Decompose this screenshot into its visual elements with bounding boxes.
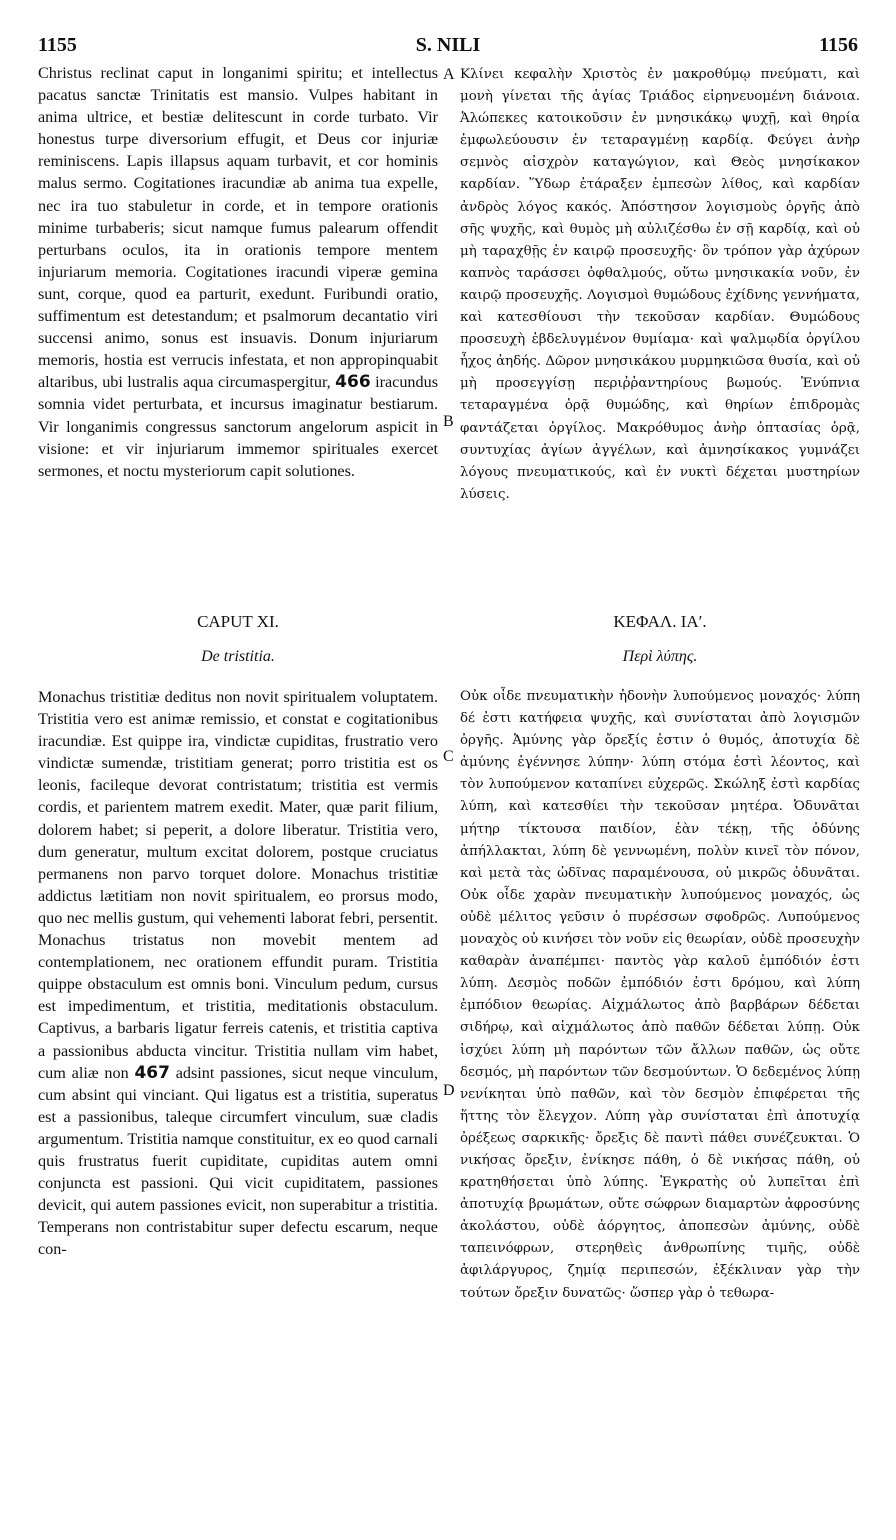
- right-page-number: 1156: [819, 34, 858, 56]
- latin-paragraph-bottom: [38, 686, 438, 1260]
- greek-chapter-title: ΚΕΦΑΛ. ΙΑʹ.: [613, 612, 707, 631]
- page-header: [38, 34, 858, 60]
- margin-letter-b: B: [443, 413, 454, 430]
- margin-letter-c: C: [443, 748, 454, 765]
- margin-letter-a: A: [443, 66, 455, 83]
- greek-chapter-subtitle: Περὶ λύπης.: [622, 648, 698, 665]
- latin-paragraph-top: [38, 62, 438, 482]
- greek-paragraph-bottom: Οὐκ οἶδε πνευματικὴν ἡδονὴν λυπούμενος μοναχός· λύπη δέ ἐστι κατήφεια ψυχῆς, καὶ συνίσταται ἀπὸ λογισμῶν ὀργῆς. Ἀμύνης γὰρ ὄρεξίς ἐστιν ὁ θυμός, ἀποτυχία δὲ ἀμύνης ἐγέννησε λύπην· λύπη στόμα ἐστὶ λέοντος, καὶ τὸν λυπούμενον καταπίνει εὐχερῶς. Σκώληξ ἐστὶ καρδίας λύπη, καὶ κατεσθίει τὴν τεκοῦσαν μητέρα. Ὀδυνᾶται μήτηρ τίκτουσα παιδίον, ἐὰν τέκῃ, τῆς ὀδύνης ἀπήλλακται, λύπη δὲ γεννωμένη, πολὺν κινεῖ τὸν πόνον, καὶ μετὰ τὰς ὠδῖνας παραμένουσα, οὐ μικρῶς ὀδυνᾶται. Οὐκ οἶδε χαρὰν πνευματικὴν λυπούμενος μοναχός, ὡς οὐδὲ μέλιτος γεῦσιν ὁ πυρέσσων σφοδρῶς. Λυπούμενος μοναχὸς οὐ κινήσει τὸν νοῦν εἰς θεωρίαν, οὐδὲ προσευχὴν καθαρὰν ἀναπέμπει· παντὸς γὰρ καλοῦ ἐμπόδιόν ἐστι λύπη. Δεσμὸς ποδῶν ἐμπόδιόν ἐστι δρόμου, καὶ λύπη ἐμπόδιον θεωρίας. Αἰχμάλωτος ἀπὸ βαρβάρων δέδεται σιδήρῳ, καὶ αἰχμάλωτος ἀπὸ παθῶν δέδεται λύπῃ. Οὐκ ἰσχύει λύπη μὴ παρόντων τῶν ἄλλων παθῶν, ὡς οὔτε δεσμός, μὴ παρόντων τῶν δεσμούντων. Ὁ δεδεμένος λύπῃ νενίκηται ὑπὸ παθῶν, καὶ τὸν δεσμὸν ἐπιφέρεται τῆς ἥττης τὸν ἔλεγχον. Λύπη γὰρ συνίσταται ἐπὶ ἀποτυχίᾳ ὀρέξεως σαρκικῆς· ὄρεξις δὲ παντὶ πάθει συνέζευκται. Ὁ νικήσας ὄρεξιν, ἐνίκησε πάθη, ὁ δὲ νικήσας πάθη, οὐ κρατηθήσεται ὑπὸ λύπης. Ἐγκρατὴς οὐ λυπεῖται ἐπὶ ἀποτυχίᾳ βρωμάτων, οὔτε σώφρων διαμαρτὼν ἀφροσύνης ἀκολάστου, οὐδὲ ἀόργητος, ἀποπεσὼν ἀμύνης, οὐδὲ ταπεινόφρων, στερηθεὶς ἀνθρωπίνης τιμῆς, οὐδὲ ἀφιλάργυρος, ζημίᾳ περιπεσών, ἐξέκλιναν γὰρ τὴν τούτων ὄρεξιν δυνατῶς· ὥσπερ γὰρ ὁ τεθωρα-: [460, 689, 860, 1301]
- latin-chapter-subtitle: De tristitia.: [201, 648, 275, 665]
- latin-text-bottom-1: Monachus tristitiæ deditus non novit spiritualem voluptatem. Tristitia vero est animæ remissio, et constat e cogitationibus iracundiæ. Est quippe ira, vindictæ cupiditas, frustratio vero vindictæ sumendæ, tristitiam generat; porro tristitia est os leonis, facileque devorat contristatum; tristitia est vermis cordis, et parientem matrem exedit. Mater, quæ parit filium, dolorem habet; si peperit, a dolore liberatur. Tristitia vero, dum generatur, multum excitat dolorem, postque cruciatus permanens non parvo torquet dolore. Monachus tristitiæ addictus lætitiam non novit spiritualem, eo prorsus modo, quo nec mellis gustum, qui vehementi laborat febri, persentit. Monachus tristatus non movebit mentem ad contemplationem, nec orationem effundit puram. Tristitia quippe obstaculum est omnis boni. Vinculum pedum, cursus est impedimentum, et tristitia, meditationis obstaculum. Captivus, a barbaris ligatur ferreis catenis, et tristitia captiva a passionibus abducta vincitur. Tristitia nullam vim habet, cum aliæ non: [38, 688, 438, 1082]
- latin-text-top-2: iracundus somnia videt perturbata, et incursus imaginatur bestiarum. Vir longanimis congressus sanctorum angelorum aspicit in visione: et vir injuriarum immemor spirituales exercet sermones, et noctu mysteriorum capit solutiones.: [38, 373, 439, 480]
- greek-column-top: [460, 64, 860, 506]
- latin-chapter-title: CAPUT XI.: [197, 612, 279, 631]
- latin-text-bottom-2: adsint passiones, sicut neque vinculum, cum absint qui vinciant. Qui ligatus est a tristitia, superatus est a passionibus, taleque circumfert vinculum, suæ cladis argumentum. Tristitia namque constituitur, ex eo quod carnali quis frustratus fuerit cupiditate, cupiditas autem omni conjuncta est passioni. Qui vicit cupiditatem, passiones devicit, qui autem passiones evicit, non superabitur a tristitia. Temperans non contristabitur super defectu escarum, neque con-: [38, 1063, 438, 1259]
- column-number-466: 466: [335, 372, 371, 393]
- column-number-467: 467: [134, 1062, 170, 1083]
- running-title: S. NILI: [415, 34, 481, 56]
- latin-text-top-1: Christus reclinat caput in longanimi spiritu; et intellectus pacatus sanctæ Trinitatis est mansio. Vulpes habitant in anima ultrice, et bestiæ delitescunt in corde turbato. Vir honestus turpe diversorium effugit, et Deus cor injuriæ reminiscens. Lapis illapsus aquam turbavit, et cor hominis malus sermo. Cogitationes iracundiæ ab anima tua expelle, nec ira tuo stabuletur in corde, et in tempore orationis minime turbaberis; sicut namque fumus palearum offendit perturbans oculos, ita in orationis tempore mentem injuriarum memoria. Cogitationes iracundi viperæ gemina sunt, corque, quod ea parturit, exedunt. Furibundi oratio, suffimentum est detestandum; et psalmorum decantatio viri succensi animo, sonus est insuavis. Donum injuriarum memoris, hostia est verrucis infestata, et non appropinquabit altaribus, ubi lustralis aqua circumaspergitur,: [38, 64, 438, 392]
- left-page-number: 1155: [38, 34, 77, 56]
- greek-paragraph-top: Κλίνει κεφαλὴν Χριστὸς ἐν μακροθύμῳ πνεύματι, καὶ μονὴ γίνεται τῆς ἁγίας Τριάδος εἰρηνευομένη διάνοια. Ἀλώπεκες κατοικοῦσιν ἐν μνησικάκῳ ψυχῇ, καὶ θηρία ἐμφωλεύουσιν ἐν τεταραγμένῃ καρδίᾳ. Φεύγει ἀνὴρ σεμνὸς αἰσχρὸν καταγώγιον, καὶ Θεὸς μνησίκακον καρδίαν. Ὕδωρ ἐτάραξεν ἐμπεσὼν λίθος, καὶ καρδίαν ἀνδρὸς λόγος κακός. Ἀπόστησον λογισμοὺς ὀργῆς ἀπὸ σῆς ψυχῆς, καὶ θυμὸς μὴ αὐλιζέσθω ἐν σῇ καρδίᾳ, καὶ οὐ μὴ ταραχθῇς ἐν καιρῷ προσευχῆς· ὃν τρόπον γὰρ ἀχύρων καπνὸς ταράσσει ὀφθαλμούς, οὕτω μνησικακία νοῦν, ἐν καιρῷ προσευχῆς. Λογισμοὶ θυμώδους ἐχίδνης γεννήματα, καὶ κατεσθίουσι τὴν τεκοῦσαν καρδίαν. Θυμώδους προσευχὴ ἐβδελυγμένον θυμίαμα· καὶ ψαλμῳδία ὀργίλου ἦχος ἀηδής. Δῶρον μνησικάκου μυρμηκιῶσα θυσία, καὶ οὐ μὴ προσεγγίσῃ περιῤῥαντηρίους βωμούς. Ἐνύπνια τεταραγμένα ὁρᾷ θυμώδης, καὶ θηρίων ἐπιδρομὰς φαντάζεται ὀργίλος. Μακρόθυμος ἀνὴρ ὀπτασίας ὁρᾷ, συντυχίας ἁγίων ἀγγέλων, καὶ ἀμνησίκακος γυμνάζει λόγους πνευματικούς, καὶ ἐν νυκτὶ δέχεται μυστηρίων λύσεις.: [460, 67, 860, 502]
- latin-column-top: [38, 62, 438, 482]
- margin-letter-d: D: [443, 1082, 455, 1099]
- greek-column-bottom: [460, 686, 860, 1305]
- latin-column-bottom: [38, 686, 438, 1260]
